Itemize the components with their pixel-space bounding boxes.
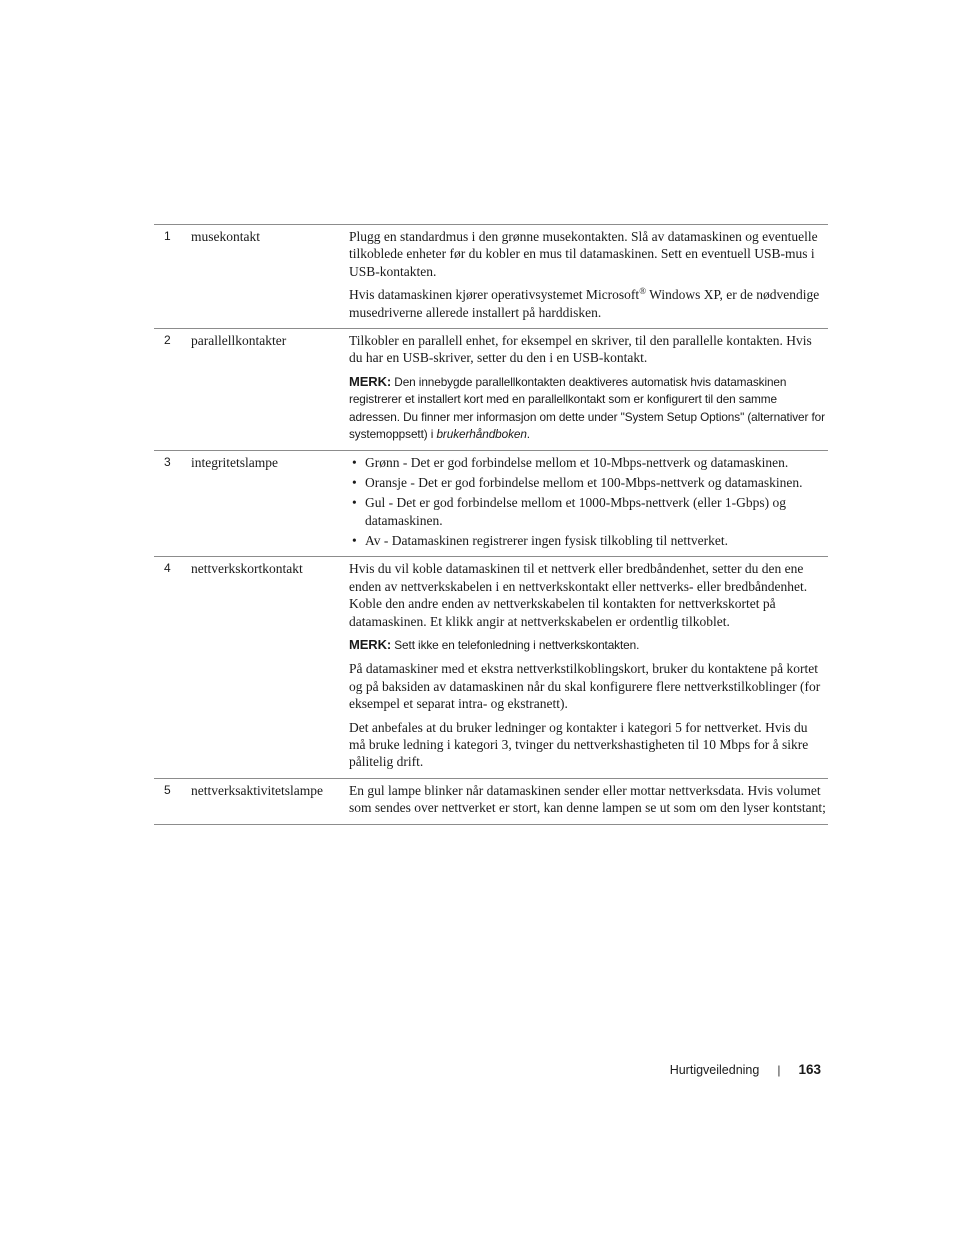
list-item: • Oransje - Det er god forbindelse mellom et 100-Mbps-nettverk og datamaskinen.	[352, 475, 803, 491]
page-footer	[670, 1062, 821, 1077]
note-label: MERK:	[349, 636, 392, 652]
list-item: • Grønn - Det er god forbindelse mellom et 10-Mbps-nettverk og datamaskinen.	[352, 455, 789, 471]
note: MERK: Den innebygde parallellkontakten deaktiveres automatisk hvis datamaskinen registrerer et installert kort med en parallellkontakt som er konfigurert til den samme adressen. Du finner mer informasjon om dette under "System Setup Options" (alternativer for systemoppsett) i brukerhåndboken.	[349, 373, 825, 442]
description-paragraph: Hvis datamaskinen kjører operativsystemet Microsoft® Windows XP, er de nødvendige musedriverne allerede installert på harddisken.	[349, 286, 820, 320]
row-label: parallellkontakter	[191, 333, 287, 349]
footer-section-title: Hurtigveiledning	[669, 1062, 760, 1077]
row-description	[349, 454, 826, 549]
row-number: 3	[164, 455, 171, 470]
manual-reference: brukerhåndboken	[436, 427, 527, 442]
bullet-icon: •	[352, 495, 357, 511]
description-paragraph: Hvis du vil koble datamaskinen til et nettverk eller bredbåndenhet, setter du den ene enden av nettverkskabelen i en nettverkskontakt eller nettverks- eller bredbåndenhet. Koble den andre enden av nettverkskabelen til kontakten for nettverkskortet på datamaskinen. Et klikk angir at nettverkskabelen er ordentlig tilkoblet.	[349, 561, 808, 629]
row-label: nettverksaktivitetslampe	[191, 782, 323, 798]
description-paragraph: Plugg en standardmus i den grønne musekontakten. Slå av datamaskinen og eventuelle tilkoblede enheter før du kobler en mus til datamaskinen. Sett en eventuell USB-mus i USB-kontakten.	[349, 229, 818, 279]
status-list	[349, 454, 826, 549]
footer-separator: |	[777, 1062, 781, 1077]
row-number: 4	[164, 561, 171, 576]
list-item: • Av - Datamaskinen registrerer ingen fysisk tilkobling til nettverket.	[352, 532, 729, 548]
table-row	[154, 557, 828, 778]
row-label: integritetslampe	[191, 455, 278, 471]
description-paragraph: Det anbefales at du bruker ledninger og kontakter i kategori 5 for nettverket. Hvis du må bruke ledning i kategori 3, tvinger du nettverkshastigheten til 10 Mbps for å sikre pålitelig drift.	[349, 719, 809, 770]
row-label: musekontakt	[191, 229, 260, 244]
connector-table	[154, 224, 828, 825]
row-description	[349, 332, 826, 443]
row-description	[349, 228, 826, 321]
table-row	[154, 451, 828, 557]
bullet-icon: •	[352, 532, 357, 548]
row-description	[349, 782, 826, 817]
bullet-icon: •	[352, 475, 357, 491]
row-description	[349, 560, 826, 770]
note: MERK: Sett ikke en telefonledning i nettverkskontakten.	[349, 636, 640, 652]
row-number: 5	[164, 782, 171, 797]
row-label: nettverkskortkontakt	[191, 561, 303, 577]
list-item: • Gul - Det er god forbindelse mellom et 1000-Mbps-nettverk (eller 1-Gbps) og datamaskinen.	[352, 495, 787, 528]
description-paragraph: En gul lampe blinker når datamaskinen sender eller mottar nettverksdata. Hvis volumet som sendes over nettverket er stort, kan denne lampen se ut som om den lyser kontstant;	[349, 782, 826, 816]
row-number: 1	[164, 229, 171, 243]
table-row	[154, 225, 828, 329]
table-row	[154, 329, 828, 451]
description-paragraph: På datamaskiner med et ekstra nettverkstilkoblingskort, bruker du kontaktene på kortet og på baksiden av datamaskinen når du skal konfigurere flere nettverkstilkoblinger (for eksempel et separat intra- og ekstranett).	[349, 661, 821, 712]
description-paragraph: Tilkobler en parallell enhet, for eksempel en skriver, til den parallelle kontakten. Hvis du har en USB-skriver, setter du den i en USB-kontakt.	[349, 333, 812, 366]
table-row	[154, 779, 828, 825]
bullet-icon: •	[352, 455, 357, 471]
page-number: 163	[798, 1062, 821, 1077]
row-number: 2	[164, 333, 171, 348]
registered-mark: ®	[639, 286, 647, 297]
note-label: MERK:	[349, 373, 392, 389]
